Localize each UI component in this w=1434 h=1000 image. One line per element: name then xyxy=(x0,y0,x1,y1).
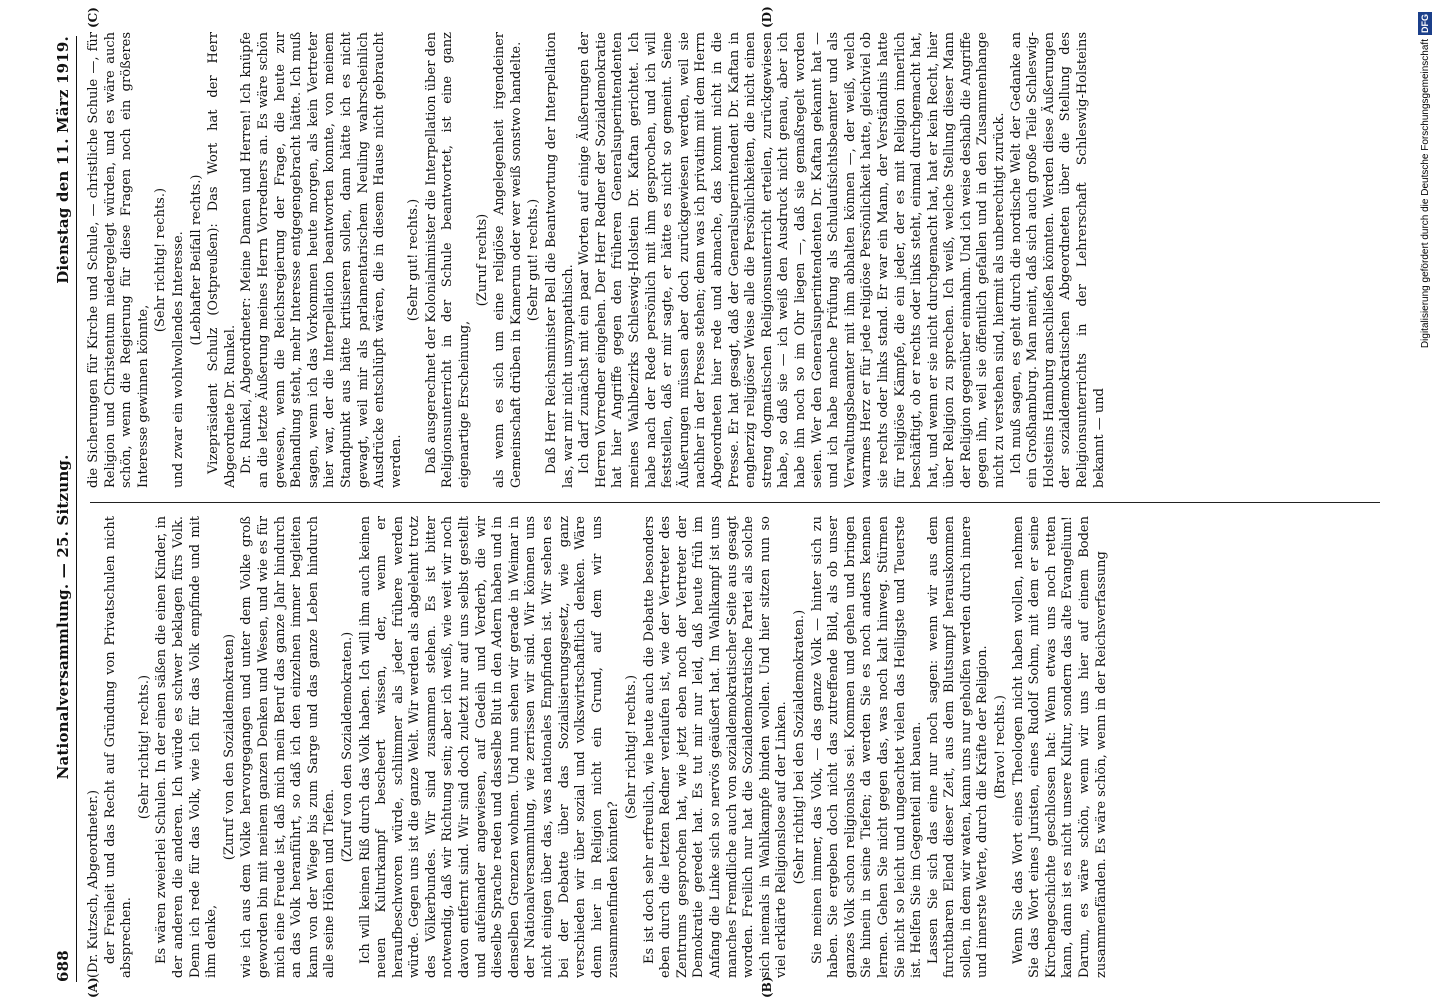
interjection: (Sehr richtig! rechts.) xyxy=(153,187,169,333)
paragraph: als wenn es sich um eine religiöse Angelegenheit irgendeiner Gemeinschaft drüben in Kamerun oder wer weiß sonstwo handelte. xyxy=(492,32,524,488)
header-rule xyxy=(76,36,77,982)
paragraph: Ich darf zunächst mit ein paar Worten auf einige Äußerungen der Herren Vorredner eingehen. Der Herr Redner der Sozialdemokratie hat hier Angriffe gegen den früheren Generalsuperintendenten meines Wahlbezirks Schleswig-Holstein Dr. Kaftan gerichtet. Ich habe nach der Rede persönlich mit ihm gesprochen, und ich will feststellen, daß er mir sagte, er hätte es nicht so gemeint. Seine Äußerungen müssen aber doch zurückgewiesen werden, weil sie nachher in der Presse stehen; denn was ich privatim mit dem Herrn Abgeordneten hier rede und abmache, das kommt nicht in die Presse. Er hat gesagt, daß der Generalsuperintendent Dr. Kaftan in engherzig religiöser Weise alle die Persönlichkeiten, die nicht einen streng dogmatischen Religionsunterricht erteilen, zurückgewiesen habe, so daß sie — ich weiß den Ausdruck nicht genau, aber ich habe ihn noch so im Ohr liegen —, daß sie gemaßregelt worden seien. Wer den Generalsuperintendenten Dr. Kaftan gekannt hat — und ich habe manche Prüfung als Schulaufsichtsbeamter und als Verwaltungsbeamter mit ihm abhalten können —, der weiß, welch warmes Herz er für jede religiöse Persönlichkeit hatte, gleichviel ob sie rechts oder links stand. Er war ein Mann, der Verständnis hatte für religiöse Kämpfe, die ein jeder, der es mit Religion innerlich beschäftigt, ob er rechts oder links steht, einmal durchgemacht hat, hat, und wenn er sie nicht durchgemacht hat, hat er kein Recht, hier über Religion zu sprechen. Ich weiß, welche Stellung dieser Mann der Religion gegenüber einnahm. Und ich weise deshalb die Angriffe gegen ihn, weil sie öffentlich gefallen und in den Zusammenhange nicht zu verstehen sind, hiermit als unberechtigt zurück. xyxy=(577,32,1008,488)
margin-label-c: (C) xyxy=(86,7,100,28)
paragraph: Wenn Sie das Wort eines Theologen nicht haben wollen, nehmen Sie das Wort eines Juristen, eines Rudolf Sohm, mit dem er seine Kirchengeschichte geschlossen hat: Wenn etwas uns noch retten kann, dann ist es nicht unsere Kultur, sondern das alte Evangelium! Darum, es wäre schön, wenn wir uns hier auf einem Boden zusammenfänden. Es wäre schön, wenn in der Reichsverfassung xyxy=(1010,516,1109,978)
paragraph: Ich muß sagen, es geht durch die nordische Welt der Gedanke an ein Großhamburg. Man meint, daß sich auch große Teile Schleswig-Holsteins Hamburg anschließen könnten. Werden diese Äußerungen der sozialdemokratischen Abgeordneten über die Stellung des Religionsunterrichts in der Lehrerschaft Schleswig-Holsteins bekannt — und xyxy=(1008,32,1107,488)
paragraph: Es ist doch sehr erfreulich, wie heute auch die Debatte besonders eben durch die letzten Redner verlaufen ist, wie der Vertreter des Zentrums gesprochen hat, wie jetzt eben noch der Vertreter der Demokratie geredet hat. Es tut mir nur leid, daß heute früh im Anfang die Linke sich so nervös geäußert hat. Im Wahlkampf ist uns manches Fremdliche auch von sozialdemokratischer Seite aus gesagt worden. Freilich nur hat die Sozialdemokratische Partei als solche sich niemals in Wahlkampfe binden wollen. Und hier sitzen nun so viel erklärte Religionslose auf der Linken. xyxy=(641,516,790,978)
paragraph: Lassen Sie sich das eine nur noch sagen: wenn wir aus dem furchtbaren Elend dieser Zeit, aus dem Blutsumpf herauskommen sollen, in dem wir waten, kann uns nur geholfen werden durch innere und innerste Werte, durch die Kräfte der Religion. xyxy=(925,516,991,978)
interjection: (Sehr richtig! rechts.) xyxy=(624,674,639,820)
interjection: (Bravo! rechts.) xyxy=(993,695,1009,799)
interjection: (Zuruf von den Sozialdemokraten.) xyxy=(339,631,355,863)
interjection: (Sehr richtig! bei den Sozialdemokraten.) xyxy=(791,609,807,885)
paragraph: Es wären zweierlei Schulen. In der einen säßen die einen Kinder, in der anderen die anderen. Ich würde es schwer beklagen fürs Volk. Denn ich rede für das Volk, wie ich für das Volk empfinde und mit ihm denke, xyxy=(154,516,220,978)
interjection: (Zuruf von den Sozialdemokraten) xyxy=(221,633,237,861)
interjection: (Zuruf rechts) xyxy=(474,213,490,307)
right-column xyxy=(86,32,1386,488)
page-header xyxy=(50,36,72,982)
interjection: (Sehr gut! rechts.) xyxy=(526,198,542,322)
credit-text: Digitalisierung gefördert durch die Deutsche Forschungsgemeinschaft xyxy=(1420,39,1431,349)
paragraph: die Sicherungen für Kirche und Schule, — christliche Schule —, für Religion und Christentum niedergelegt würden, und es wäre auch schön, wenn die Regierung für diese Fragen noch ein größeres Interesse gewinnen könnte, xyxy=(86,32,151,488)
page-number: 688 xyxy=(54,950,72,982)
interjection: (Lebhafter Beifall rechts.) xyxy=(188,174,204,346)
digitization-credit xyxy=(1418,12,1432,987)
session-title: Nationalversammlung. — 25. Sitzung. xyxy=(54,454,72,780)
paragraph: Ich will keinen Riß durch das Volk haben. Ich will ihm auch keinen neuen Kulturkampf bescheert wissen, der, wenn er heraufbeschworen würde, schlimmer als jeder frühere werden würde. Gegen uns ist die ganze Welt. Wir werden als abgelehnt trotz des Völkerbundes. Wir sind zusammen stehen. Es ist bitter notwendig, daß wir Richtung sein; aber ich weiß, wie weit wir noch davon entfernt sind. Wir sind doch zuletzt nur auf uns selbst gestellt und aufeinander angewiesen, auf Gedeih und Verderb, die wir dieselbe Sprache reden und dasselbe Blut in den Adern haben und in denselben Grenzen wohnen. Und nun sehen wir gerade in Weimar in der Nationalversammlung, wie zerrissen wir sind. Wir können uns nicht einigen über das, was nationales Empfinden ist. Wir sehen es bei der Debatte über das Sozialisierungsgesetz, wie ganz verschieden wir über sozial und volkswirtschaftlich denken. Wäre denn hier in Religion nicht ein Grund, auf dem wir uns zusammenfinden könnten? xyxy=(357,516,622,978)
paragraph: Dr. Runkel, Abgeordneter: Meine Damen und Herren! Ich knüpfe an die letzte Äußerung meines Herrn Vorredners an. Es wäre schön gewesen, wenn die Reichsregierung der Frage, die heute zur Behandlung steht, mehr Interesse entgegengebracht hätte. Ich muß sagen, wenn ich das Vorkommen heute morgen, als kein Vertreter hier war, der die Interpellation beantworten konnte, von meinem Standpunkt aus hätte kritisieren sollen, dann hätte ich es nicht gewagt, weil mir als parlamentarischem Neuling wahrscheinlich Ausdrücke entschlüpft wären, die in diesem Hause nicht gebraucht werden. xyxy=(239,32,404,488)
margin-label-b: (B) xyxy=(760,976,774,998)
paragraph: der Freiheit und das Recht auf Gründung von Privatschulen nicht absprechen. xyxy=(102,516,135,978)
paragraph: Vizepräsident Schulz (Ostpreußen): Das Wort hat der Herr Abgeordnete Dr. Runkel. xyxy=(206,32,238,488)
paragraph: Daß ausgerechnet der Kolonialminister die Interpellation über den Religionsunterricht in der Schule beantwortet, ist eine ganz eigenartige Erscheinung, xyxy=(423,32,473,488)
paragraph: Daß Herr Reichsminister Bell die Beantwortung der Interpellation las, war mir nicht unsympathisch. xyxy=(544,32,576,488)
paragraph: Sie meinen immer, das Volk, — das ganze Volk — hinter sich zu haben. Sie ergeben doch nicht das zutreffende Bild, als ob unser ganzes Volk schon religionslos sei. Kommen und gehen und bringen Sie hinein in seine Tiefen; da werden Sie es noch anders kennen lernen. Gehen Sie nicht gegen das, was noch kalt hinweg. Stürmen Sie nicht so leicht und ungeachtet vielen das Heiligste und Teuerste ist. Helfen Sie im Gegenteil mit bauen. xyxy=(809,516,925,978)
column-divider xyxy=(90,502,1380,503)
paragraph: (Dr. Kutzsch, Abgeordneter.) xyxy=(86,789,101,978)
paragraph: und zwar ein wohlwollendes Interesse. xyxy=(170,231,186,488)
dfg-logo: DFG xyxy=(1420,14,1430,33)
margin-label-d: (D) xyxy=(760,6,774,28)
paragraph: wie ich aus dem Volke hervorgegangen und unter dem Volke groß geworden bin mit meinem ganzen Denken und Wesen, und wie es für mich eine Freude ist, daß mich mein Beruf das ganze Jahr hindurch an das Volk heranführt, so daß ich den einzelnen immer begleiten kann von der Wiege bis zum Sarge und das ganze Leben hindurch alle seine Höhen und Tiefen. xyxy=(239,516,338,978)
interjection: (Sehr richtig! rechts.) xyxy=(136,674,152,820)
interjection: (Sehr gut! rechts.) xyxy=(406,198,422,322)
margin-label-a: (A) xyxy=(86,977,100,998)
left-column xyxy=(86,516,1386,978)
session-date: Dienstag den 11. März 1919. xyxy=(54,36,72,284)
